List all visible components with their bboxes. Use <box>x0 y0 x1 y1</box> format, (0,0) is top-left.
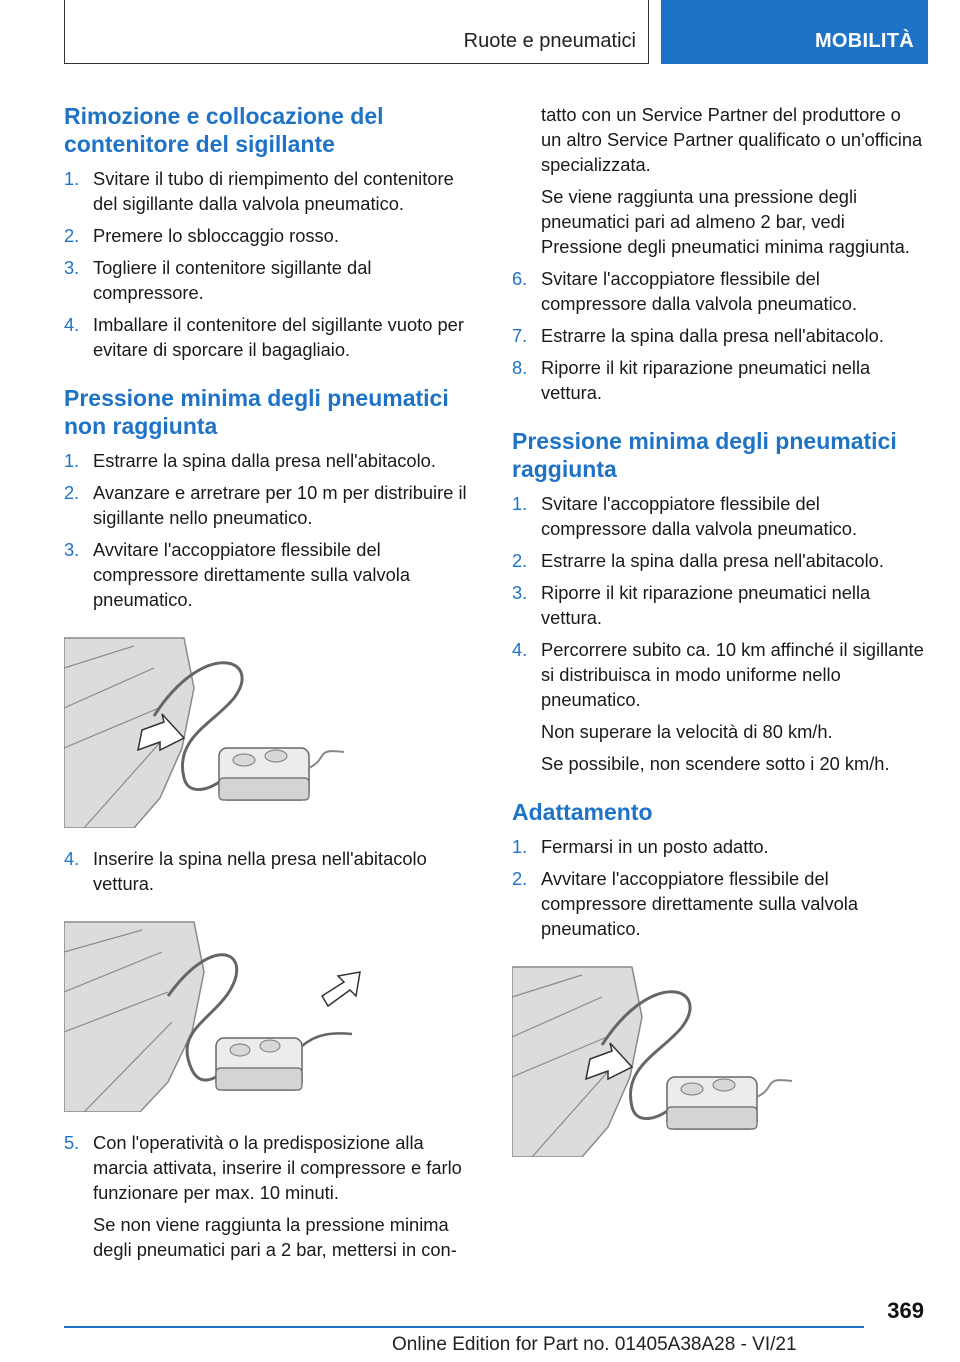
compressor-valve-drawing <box>64 628 364 828</box>
list-item-number: 1. <box>512 836 528 857</box>
list-item-text: Con l'operatività o la predisposizione alla marcia attivata, inserire il compressore e farlo funzionare per max. 10 minuti. <box>93 1132 462 1203</box>
list-item <box>512 355 926 405</box>
list-pressione-non-raggiunta-cont <box>64 846 478 896</box>
continued-paragraph <box>512 102 926 259</box>
list-item-text: Estrarre la spina dalla presa nell'abitacolo. <box>541 550 884 571</box>
list-item-subtext: Se non viene raggiunta la pressione minima degli pneumatici pari a 2 bar, mettersi in con- <box>93 1214 457 1260</box>
illustration-plug-socket <box>64 912 364 1112</box>
list-item <box>512 580 926 630</box>
list-adattamento <box>512 834 926 941</box>
edition-note: Online Edition for Part no. 01405A38A28 - VI/21 <box>392 1334 797 1355</box>
list-item-text: Riporre il kit riparazione pneumatici nella vettura. <box>541 357 871 403</box>
list-item <box>512 866 926 941</box>
list-item-text: Fermarsi in un posto adatto. <box>541 836 769 857</box>
list-item-number: 7. <box>512 325 528 346</box>
list-item-text: Percorrere subito ca. 10 km affinché il sigillante si distribuisca in modo uniforme nello pneumatico. <box>541 639 924 710</box>
list-item-number: 2. <box>64 225 80 246</box>
list-item <box>64 480 478 530</box>
illustration-compressor-valve <box>64 628 364 828</box>
list-item-number: 5. <box>64 1132 80 1153</box>
illustration-compressor-valve-2 <box>512 957 812 1157</box>
list-item <box>512 266 926 316</box>
list-item <box>64 223 478 248</box>
list-item-number: 3. <box>512 582 528 603</box>
list-item-text: Svitare l'accoppiatore flessibile del compressore dalla valvola pneumatico. <box>541 268 858 314</box>
header-section-title: Ruote e pneumatici <box>463 30 636 52</box>
heading-pressione-non-raggiunta: Pressione minima degli pneumatici non raggiunta <box>64 385 449 439</box>
list-item-text: Imballare il contenitore del sigillante vuoto per evitare di sporcare il bagagliaio. <box>93 314 464 360</box>
heading-rimozione: Rimozione e collocazione del contenitore del sigillante <box>64 103 384 157</box>
list-item-number: 2. <box>64 482 80 503</box>
right-column <box>512 102 926 1175</box>
list-item-text: Inserire la spina nella presa nell'abitacolo vettura. <box>93 848 427 894</box>
list-pressione-raggiunta <box>512 491 926 776</box>
list-item <box>512 637 926 776</box>
list-item <box>64 255 478 305</box>
list-item-text: Svitare il tubo di riempimento del contenitore del sigillante dalla valvola pneumatico. <box>93 168 454 214</box>
list-item-text: Avanzare e arretrare per 10 m per distribuire il sigillante nello pneumatico. <box>93 482 467 528</box>
list-item-number: 1. <box>512 493 528 514</box>
header-chapter-tab <box>661 0 928 64</box>
list-item-subtext-2: Se possibile, non scendere sotto i 20 km/h. <box>541 753 890 774</box>
list-item-text: Avvitare l'accoppiatore flessibile del compressore direttamente sulla valvola pneumatico. <box>93 539 411 610</box>
list-item <box>512 548 926 573</box>
compressor-valve-drawing-2 <box>512 957 812 1157</box>
list-item-text: Avvitare l'accoppiatore flessibile del compressore direttamente sulla valvola pneumatico. <box>541 868 859 939</box>
page-number: 369 <box>887 1298 924 1323</box>
heading-adattamento: Adattamento <box>512 799 653 825</box>
footer-divider <box>64 1326 864 1328</box>
list-item <box>512 491 926 541</box>
heading-pressione-raggiunta: Pressione minima degli pneumatici raggiunta <box>512 428 897 482</box>
list-item-number: 4. <box>512 639 528 660</box>
list-item <box>64 1130 478 1262</box>
list-item-number: 6. <box>512 268 528 289</box>
continued-text: tatto con un Service Partner del produttore o un altro Service Partner qualificato o un'officina specializzata. <box>541 104 923 175</box>
list-item <box>64 166 478 216</box>
list-steps-6-8 <box>512 266 926 405</box>
list-pressione-non-raggiunta <box>64 448 478 612</box>
list-item <box>512 834 926 859</box>
continued-text-2: Se viene raggiunta una pressione degli pneumatici pari ad almeno 2 bar, vedi Pressione degli pneumatici minima raggiunta. <box>541 186 910 257</box>
left-column <box>64 102 478 1269</box>
list-item-number: 8. <box>512 357 528 378</box>
list-item-number: 3. <box>64 539 80 560</box>
header-chapter-title: MOBILITÀ <box>814 30 914 52</box>
plug-socket-drawing <box>64 912 364 1112</box>
list-item-subtext: Non superare la velocità di 80 km/h. <box>541 721 833 742</box>
list-rimozione <box>64 166 478 362</box>
list-pressione-non-raggiunta-cont2 <box>64 1130 478 1262</box>
list-item <box>64 448 478 473</box>
list-item-text: Svitare l'accoppiatore flessibile del compressore dalla valvola pneumatico. <box>541 493 858 539</box>
list-item-number: 2. <box>512 550 528 571</box>
list-item-number: 4. <box>64 314 80 335</box>
list-item-number: 4. <box>64 848 80 869</box>
list-item-number: 1. <box>64 168 80 189</box>
header-section-tab <box>64 0 649 64</box>
list-item-text: Premere lo sbloccaggio rosso. <box>93 225 339 246</box>
list-item-text: Togliere il contenitore sigillante dal compressore. <box>93 257 372 303</box>
list-item <box>64 312 478 362</box>
list-item-number: 1. <box>64 450 80 471</box>
list-item <box>512 323 926 348</box>
list-item-text: Riporre il kit riparazione pneumatici nella vettura. <box>541 582 871 628</box>
list-item-number: 2. <box>512 868 528 889</box>
list-item <box>64 537 478 612</box>
list-item-text: Estrarre la spina dalla presa nell'abitacolo. <box>541 325 884 346</box>
page-header <box>64 0 928 64</box>
list-item-number: 3. <box>64 257 80 278</box>
list-item <box>64 846 478 896</box>
list-item-text: Estrarre la spina dalla presa nell'abitacolo. <box>93 450 436 471</box>
